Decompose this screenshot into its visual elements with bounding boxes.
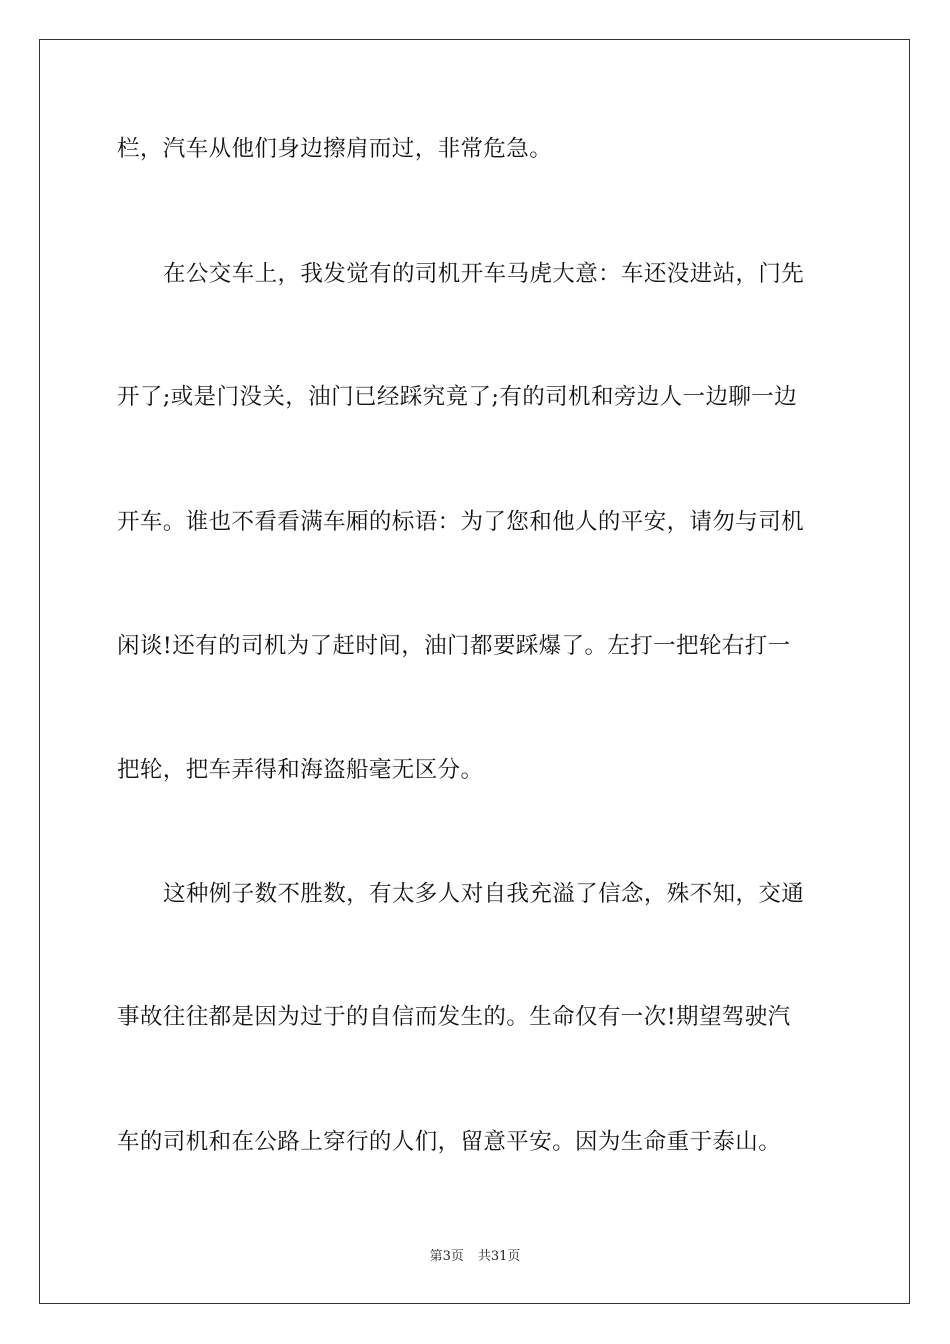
page-number-current: 第3页 <box>429 1249 464 1264</box>
text-line-2: 在公交车上，我发觉有的司机开车马虎大意：车还没进站，门先 <box>163 261 805 287</box>
text-line-4: 开车。谁也不看看满车厢的标语：为了您和他人的平安，请勿与司机 <box>117 509 805 535</box>
text-line-9: 车的司机和在公路上穿行的人们，留意平安。因为生命重于泰山。 <box>117 1129 782 1155</box>
text-line-1: 栏，汽车从他们身边擦肩而过，非常危急。 <box>117 136 553 162</box>
page-footer <box>0 1248 950 1266</box>
text-line-7: 这种例子数不胜数，有太多人对自我充溢了信念，殊不知，交通 <box>163 881 805 907</box>
page-border <box>39 39 910 1304</box>
text-line-3: 开了;或是门没关，油门已经踩究竟了;有的司机和旁边人一边聊一边 <box>117 384 798 410</box>
text-line-6: 把轮，把车弄得和海盗船毫无区分。 <box>117 757 484 783</box>
text-line-5: 闲谈!还有的司机为了赶时间，油门都要踩爆了。左打一把轮右打一 <box>117 633 791 659</box>
text-line-8: 事故往往都是因为过于的自信而发生的。生命仅有一次!期望驾驶汽 <box>117 1004 791 1030</box>
page-number-total: 共31页 <box>477 1249 521 1264</box>
